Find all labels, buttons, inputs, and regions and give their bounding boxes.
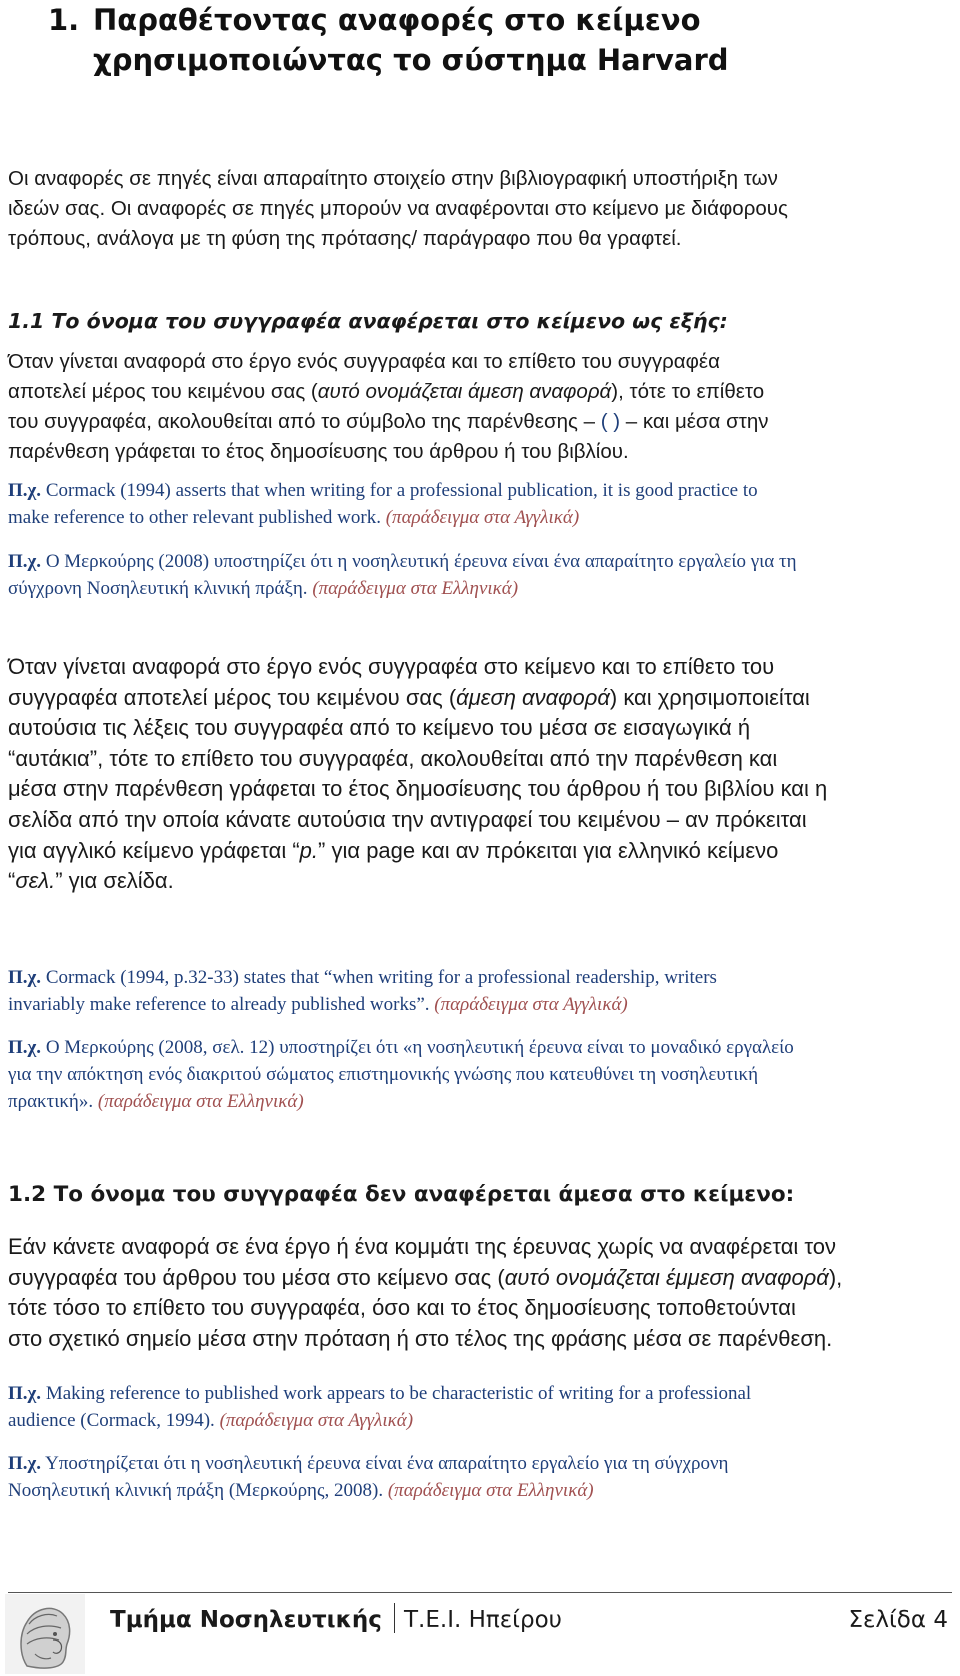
example-greek-1 [8,548,797,602]
parenthesis-symbol: ( ) [600,410,621,433]
example-text: Cormack (1994) asserts that when writing for a professional publication, it is good practice to [41,480,758,501]
example-text: πρακτική». [8,1091,98,1112]
paragraph-line: μέσα στην παρένθεση γράφεται το έτος δημοσίευσης του άρθρου ή του βιβλίου και η [8,776,828,802]
italic-term: αυτό ονομάζεται έμμεση αναφορά [504,1264,829,1290]
intro-line: τρόπους, ανάλογα με τη φύση της πρότασης/ παράγραφο που θα γραφτεί. [8,227,682,250]
example-prefix: Π.χ. [8,480,42,501]
text-run: για αγγλικό κείμενο γράφεται “ [8,837,300,863]
paragraph-line [8,866,827,897]
paragraph-line [8,407,769,437]
section-1-2-heading: 1.2 Το όνομα του συγγραφέα δεν αναφέρεται άμεσα στο κείμενο: [8,1182,795,1207]
example-english-2 [8,964,717,1018]
example-prefix: Π.χ. [8,1383,42,1404]
example-text: audience (Cormack, 1994). [8,1410,220,1431]
text-run: – και μέσα στην [620,410,769,433]
example-text: Ο Μερκούρης (2008) υποστηρίζει ότι η νοσηλευτική έρευνα είναι ένα απαραίτητο εργαλείο για τη [41,551,797,572]
example-tag: (παράδειγμα στα Αγγλικά) [385,507,580,528]
example-tag: (παράδειγμα στα Ελληνικά) [97,1091,304,1112]
paragraph-line [8,683,827,714]
paragraph-line [8,1263,842,1294]
text-run: του συγγραφέα, ακολουθείται από το σύμβολο της παρένθεσης – [8,410,601,433]
text-run: ) και χρησιμοποιείται [609,684,810,710]
example-prefix: Π.χ. [8,551,42,572]
text-run: ” για σελίδα. [55,868,174,894]
paragraph-line [8,377,769,407]
example-prefix: Π.χ. [8,967,42,988]
paragraph-line [8,836,827,867]
italic-term: p. [299,837,319,863]
section-1-2-paragraph [8,1232,842,1354]
paragraph-line: Όταν γίνεται αναφορά στο έργο ενός συγγραφέα και το επίθετο του συγγραφέα [8,350,720,373]
intro-line: Οι αναφορές σε πηγές είναι απαραίτητο στοιχείο στην βιβλιογραφική υποστήριξη των [8,167,778,190]
title-line-2: χρησιμοποιώντας το σύστημα Harvard [93,43,729,77]
example-greek-3 [8,1450,729,1504]
footer-separator [394,1603,395,1633]
example-text: σύγχρονη Νοσηλευτική κλινική πράξη. [8,578,313,599]
text-run: “ [8,868,16,894]
paragraph-line: αυτούσια τις λέξεις του συγγραφέα από το κείμενο του μέσα σε εισαγωγικά ή [8,715,751,741]
footer-divider [8,1592,952,1593]
title-number: 1. [48,3,80,37]
paragraph-line: Όταν γίνεται αναφορά στο έργο ενός συγγραφέα στο κείμενο και το επίθετο του [8,654,775,679]
intro-line: ιδεών σας. Οι αναφορές σε πηγές μπορούν να αναφέρονται στο κείμενο με διάφορους [8,197,788,220]
italic-term: αυτό ονομάζεται άμεση αναφορά [317,380,612,403]
example-prefix: Π.χ. [8,1037,42,1058]
example-text: Cormack (1994, p.32-33) states that “when writing for a professional readership, writers [41,967,717,988]
example-english-1 [8,477,758,531]
footer-department: Τμήμα Νοσηλευτικής [110,1607,382,1633]
text-run: συγγραφέα του άρθρου του μέσα στο κείμενο σας ( [8,1264,505,1290]
example-text: για την απόκτηση ενός διακριτού σώματος επιστημονικής γνώσης που κατευθύνει τη νοσηλευτική [8,1064,758,1085]
section-1-1-heading: 1.1 Το όνομα του συγγραφέα αναφέρεται στο κείμενο ως εξής: [8,309,728,333]
example-tag: (παράδειγμα στα Ελληνικά) [387,1480,594,1501]
italic-term: άμεση αναφορά [456,684,610,710]
example-tag: (παράδειγμα στα Αγγλικά) [219,1410,414,1431]
text-run: ), τότε το επίθετο [611,380,765,403]
example-text: Ο Μερκούρης (2008, σελ. 12) υποστηρίζει ότι «η νοσηλευτική έρευνα είναι το μοναδικό εργαλείο [41,1037,794,1058]
paragraph-line: παρένθεση γράφεται το έτος δημοσίευσης του άρθρου ή του βιβλίου. [8,440,629,463]
example-tag: (παράδειγμα στα Αγγλικά) [434,994,628,1015]
paragraph-line: στο σχετικό σημείο μέσα στην πρόταση ή στο τέλος της φράσης μέσα σε παρένθεση. [8,1325,833,1351]
example-text: Υποστηρίζεται ότι η νοσηλευτική έρευνα είναι ένα απαραίτητο εργαλείο για τη σύγχρονη [41,1453,729,1474]
ancient-head-logo-icon [5,1594,85,1674]
italic-term: σελ. [15,868,56,894]
example-text: invariably make reference to already published works”. [8,994,435,1015]
text-run: συγγραφέα αποτελεί μέρος του κειμένου σας ( [8,684,457,710]
text-run: ), [828,1264,843,1290]
footer-institution: Τ.Ε.Ι. Ηπείρου [404,1607,562,1633]
text-run: ” για page και αν πρόκειται για ελληνικό κείμενο [318,837,779,863]
footer-page-number: Σελίδα 4 [848,1607,948,1633]
example-text: Νοσηλευτική κλινική πράξη (Μερκούρης, 2008). [8,1480,388,1501]
example-prefix: Π.χ. [8,1453,42,1474]
section-1-1-paragraph [8,347,769,467]
page-title [48,0,729,80]
intro-paragraph [8,164,788,254]
paragraph-line: “αυτάκια”, τότε το επίθετο του συγγραφέα, ακολουθείται από την παρένθεση και [8,745,778,771]
title-line-1: Παραθέτοντας αναφορές στο κείμενο [93,3,701,37]
example-text: Making reference to published work appears to be characteristic of writing for a professional [41,1383,752,1404]
paragraph-line: Εάν κάνετε αναφορά σε ένα έργο ή ένα κομμάτι της έρευνας χωρίς να αναφέρεται τον [8,1234,837,1259]
example-text: make reference to other relevant published work. [8,507,386,528]
example-greek-2 [8,1034,794,1115]
paragraph-line: σελίδα από την οποία κάνατε αυτούσια την αντιγραφεί του κειμένου – αν πρόκειται [8,806,807,832]
text-run: αποτελεί μέρος του κειμένου σας ( [8,380,318,403]
paragraph-line: τότε τόσο το επίθετο του συγγραφέα, όσο και το έτος δημοσίευσης τοποθετούνται [8,1295,796,1321]
example-tag: (παράδειγμα στα Ελληνικά) [312,578,519,599]
example-english-3 [8,1380,751,1434]
direct-quote-paragraph [8,652,827,897]
